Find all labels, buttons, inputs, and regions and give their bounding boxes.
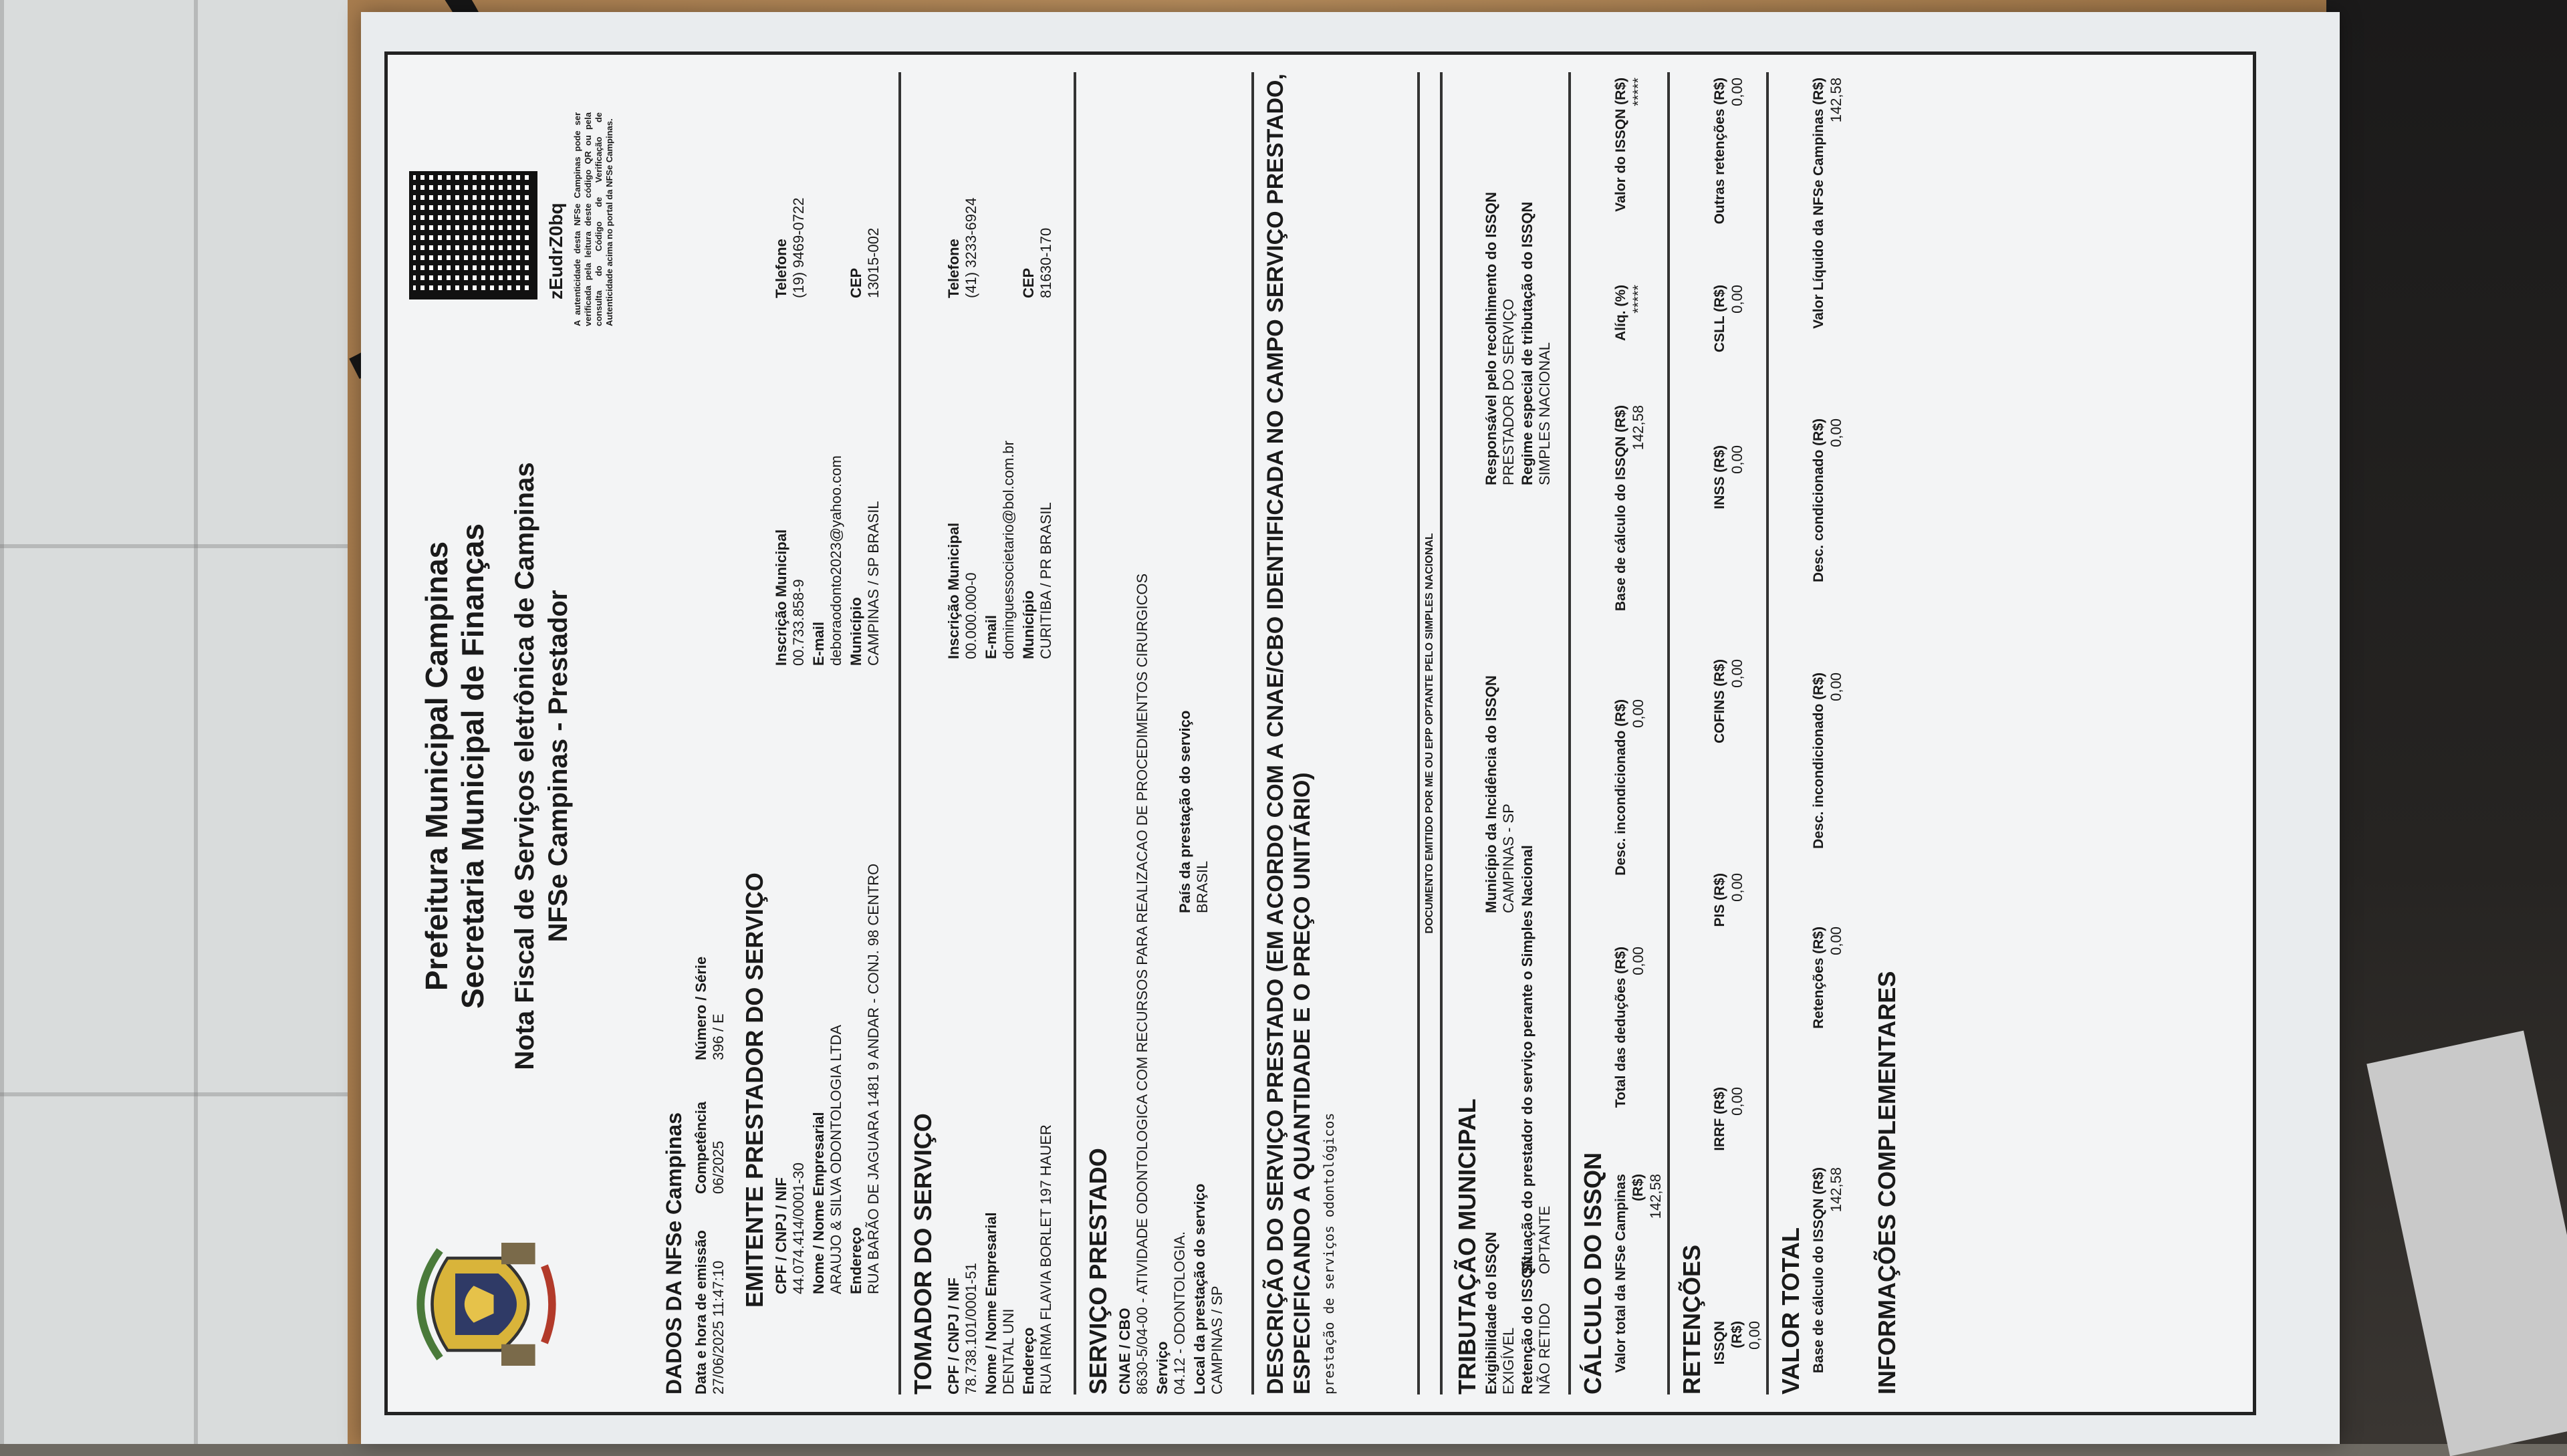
servico-value: 04.12 - ODONTOLOGIA.	[1171, 1231, 1188, 1394]
emitente-email-field	[810, 455, 845, 666]
ret-label: Retenção do ISSQN	[1519, 1256, 1536, 1394]
local-field	[1191, 1184, 1226, 1394]
numero-value: 396 / E	[710, 1013, 727, 1060]
total-label: Base de cálculo do ISSQN (R$)	[1811, 1167, 1826, 1374]
emitente-cep-value: 13015-002	[865, 227, 882, 298]
calc-value: *****	[1630, 78, 1646, 106]
calc-label: Total das deduções (R$)	[1613, 947, 1628, 1108]
tomador-cep-field	[1020, 228, 1055, 298]
pais-label: País da prestação do serviço	[1177, 710, 1193, 913]
tomador-mun-value: CURITIBA / PR BRASIL	[1037, 502, 1054, 659]
calculo-grid	[1612, 72, 1673, 1394]
calc-cell	[1612, 947, 1647, 1167]
retencoes-title: RETENÇÕES	[1678, 1244, 1705, 1394]
exig-label: Exigibilidade do ISSQN	[1483, 1231, 1499, 1394]
ret-label: ISSQN (R$)	[1712, 1321, 1745, 1365]
emitente-mun-value: CAMPINAS / SP BRASIL	[865, 501, 882, 666]
tomador-im-value: 00.000.000-0	[963, 572, 979, 659]
tributacao-title: TRIBUTAÇÃO MUNICIPAL	[1453, 1098, 1481, 1394]
tomador-nome-label: Nome / Nome Empresarial	[983, 1212, 999, 1394]
prefeitura-title: Prefeitura Municipal Campinas	[419, 541, 454, 991]
dados-section	[662, 72, 733, 1394]
emitente-im-value: 00.733.858-9	[790, 579, 807, 666]
emitente-mun-label: Município	[848, 597, 864, 666]
calculo-section	[1568, 72, 1667, 1394]
nfse-subtitle: NFSe Campinas - Prestador	[543, 590, 573, 943]
ret-value: 0,00	[1729, 1087, 1745, 1116]
calc-cell	[1612, 1174, 1665, 1394]
reg-label: Regime especial de tributação do ISSQN	[1519, 201, 1536, 485]
complementares-title: INFORMAÇÕES COMPLEMENTARES	[1873, 971, 1901, 1394]
emissao-field	[693, 1230, 727, 1394]
mun-incidencia-value: CAMPINAS - SP	[1500, 804, 1517, 913]
tomador-im-label: Inscrição Municipal	[945, 522, 962, 659]
emitente-cnpj-value: 44.074.414/0001-30	[790, 1163, 807, 1294]
tomador-end-field	[1020, 1124, 1055, 1394]
resp-label: Responsável pelo recolhimento do ISSQN	[1483, 192, 1499, 485]
pais-field	[1177, 711, 1211, 913]
tomador-end-label: Endereço	[1020, 1327, 1037, 1394]
nfse-document	[384, 51, 2256, 1415]
retencoes-grid	[1711, 72, 1771, 1394]
descricao-title: DESCRIÇÃO DO SERVIÇO PRESTADO (EM ACORDO COM A CNAE/CBO IDENTIFICADA NO CAMPO SERVIÇO PRESTADO, ESPECIFICANDO A QUANTIDADE E O PREÇO UNITÁRIO)	[1263, 74, 1315, 1394]
document-header	[401, 72, 662, 1394]
emitente-nome-value: ARAUJO & SILVA ODONTOLOGIA LTDA	[828, 1024, 844, 1294]
tomador-cep-label: CEP	[1020, 267, 1037, 298]
emitente-mun-field	[848, 501, 882, 666]
local-value: CAMPINAS / SP	[1209, 1286, 1225, 1394]
qr-code-icon	[409, 171, 537, 299]
calc-cell	[1612, 285, 1647, 392]
emitente-im-field	[773, 529, 808, 666]
total-value: 142,58	[1828, 1167, 1844, 1213]
tomador-title: TOMADOR DO SERVIÇO	[909, 1113, 937, 1394]
tomador-cnpj-label: CPF / CNPJ / NIF	[945, 1278, 962, 1394]
total-cell	[1810, 927, 1845, 1127]
emissao-value: 27/06/2025 11:47:10	[710, 1260, 727, 1394]
tomador-email-value: dominguessocietario@bol.com.br	[1000, 441, 1017, 659]
ret-label: Outras retenções (R$)	[1712, 78, 1727, 225]
emitente-tel-label: Telefone	[773, 239, 789, 298]
tomador-mun-field	[1020, 502, 1055, 659]
emitente-nome-field	[810, 1025, 845, 1294]
emitente-cnpj-label: CPF / CNPJ / NIF	[773, 1177, 789, 1294]
resp-value: PRESTADOR DO SERVIÇO	[1500, 298, 1517, 485]
ret-label: CSLL (R$)	[1712, 285, 1727, 353]
tomador-mun-label: Município	[1020, 590, 1037, 659]
numero-label: Número / Série	[693, 956, 709, 1060]
qr-note: A autenticidade desta NFSe Campinas pode ser verificada pela leitura deste código QR ou pela consulta do Código de Verificação de Autenticidade acima no portal da NFSe Campinas.	[572, 112, 614, 326]
tomador-tel-field	[945, 198, 980, 298]
emitente-title: EMITENTE PRESTADOR DO SERVIÇO	[741, 872, 768, 1308]
descricao-text: prestação de serviços odontológicos	[1321, 1112, 1337, 1394]
sit-value: OPTANTE	[1536, 1205, 1553, 1274]
total-label: Valor Líquido da NFSe Campinas (R$)	[1811, 78, 1826, 329]
servico-label: Serviço	[1154, 1341, 1171, 1394]
total-section	[1766, 72, 1865, 1394]
numero-field	[693, 957, 727, 1060]
competencia-field	[693, 1102, 727, 1194]
tomador-end-value: RUA IRMA FLAVIA BORLET 197 HAUER	[1037, 1124, 1054, 1394]
calc-cell	[1612, 405, 1647, 686]
emitente-cep-field	[848, 228, 882, 298]
tomador-im-field	[945, 523, 980, 659]
total-label: Desc. condicionado (R$)	[1811, 418, 1826, 583]
simples-note: DOCUMENTO EMITIDO POR ME OU EPP OPTANTE PELO SIMPLES NACIONAL	[1417, 72, 1443, 1394]
calc-value: 0,00	[1630, 947, 1646, 975]
calc-value: *****	[1630, 285, 1646, 314]
emitente-end-field	[848, 864, 882, 1294]
ret-cell	[1711, 78, 1746, 265]
descricao-section	[1251, 72, 1445, 1394]
ret-label: IRRF (R$)	[1712, 1087, 1727, 1151]
calc-label: Base de cálculo do ISSQN (R$)	[1613, 405, 1628, 612]
verification-code: zEudrZ0bq	[545, 203, 566, 299]
mun-incidencia-field	[1483, 675, 1517, 913]
total-cell	[1810, 418, 1845, 659]
sit-label: Situação do prestador do serviço perante o Simples Nacional	[1519, 845, 1536, 1274]
emitente-email-value: deboraodonto2023@yahoo.com	[828, 455, 844, 666]
ret-cell	[1711, 1087, 1746, 1288]
competencia-label: Competência	[693, 1101, 709, 1194]
servico-title: SERVIÇO PRESTADO	[1084, 1148, 1112, 1394]
qr-block	[409, 86, 615, 326]
ret-cell	[1711, 445, 1746, 646]
pais-value: BRASIL	[1194, 860, 1211, 913]
nfse-title: Nota Fiscal de Serviços eletrônica de Campinas	[510, 462, 539, 1070]
ret-field	[1519, 1256, 1554, 1394]
dados-title: DADOS DA NFSe Campinas	[662, 1112, 686, 1394]
resp-field	[1483, 192, 1517, 485]
mun-incidencia-label: Município da Incidência do ISSQN	[1483, 675, 1499, 913]
ret-label: INSS (R$)	[1712, 445, 1727, 509]
ret-label: COFINS (R$)	[1712, 659, 1727, 743]
tomador-cnpj-field	[945, 1263, 980, 1394]
reg-field	[1519, 202, 1554, 485]
coat-of-arms-icon	[409, 1227, 563, 1381]
secretaria-title: Secretaria Municipal de Finanças	[455, 523, 490, 1009]
header-titles	[418, 338, 575, 1194]
ret-value: 0,00	[1729, 445, 1745, 474]
ret-value: NÃO RETIDO	[1536, 1303, 1553, 1394]
tomador-email-label: E-mail	[983, 614, 999, 659]
total-value: 142,58	[1828, 78, 1844, 123]
total-cell	[1810, 1167, 1845, 1394]
calc-label: Desc. incondicionado (R$)	[1613, 699, 1628, 876]
calc-value: 142,58	[1647, 1174, 1664, 1219]
ret-label: PIS (R$)	[1712, 873, 1727, 927]
tomador-section	[898, 72, 1074, 1394]
total-cell	[1810, 78, 1845, 392]
local-label: Local da prestação do serviço	[1191, 1183, 1208, 1394]
calc-cell	[1612, 78, 1647, 265]
cnae-value: 8630-5/04-00 - ATIVIDADE ODONTOLOGICA COM RECURSOS PARA REALIZACAO DE PROCEDIMENTOS CIRURGICOS	[1134, 573, 1150, 1394]
ret-value: 0,00	[1746, 1321, 1763, 1350]
retencoes-section	[1667, 72, 1766, 1394]
ret-value: 0,00	[1729, 659, 1745, 688]
calc-label: Valor do ISSQN (R$)	[1613, 78, 1628, 212]
emitente-tel-value: (19) 9469-0722	[790, 197, 807, 298]
reg-value: SIMPLES NACIONAL	[1536, 342, 1553, 485]
tomador-tel-value: (41) 3233-6924	[963, 197, 979, 298]
tomador-nome-field	[983, 1212, 1017, 1394]
emitente-email-label: E-mail	[810, 621, 827, 666]
tomador-cep-value: 81630-170	[1037, 227, 1054, 298]
ret-value: 0,00	[1729, 873, 1745, 902]
tomador-nome-value: DENTAL UNI	[1000, 1308, 1017, 1394]
ret-value: 0,00	[1729, 285, 1745, 314]
competencia-value: 06/2025	[710, 1140, 727, 1194]
cnae-field	[1116, 574, 1151, 1394]
emitente-nome-label: Nome / Nome Empresarial	[810, 1112, 827, 1294]
calc-label: Valor total da NFSe Campinas (R$)	[1613, 1174, 1646, 1373]
emitente-end-label: Endereço	[848, 1227, 864, 1294]
cnae-label: CNAE / CBO	[1116, 1308, 1133, 1394]
ret-cell	[1711, 285, 1746, 432]
total-label: Desc. incondicionado (R$)	[1811, 673, 1826, 849]
calc-value: 142,58	[1630, 405, 1646, 451]
calculo-title: CÁLCULO DO ISSQN	[1579, 1152, 1606, 1394]
total-title: VALOR TOTAL	[1777, 1227, 1804, 1394]
emissao-label: Data e hora de emissão	[693, 1230, 709, 1394]
emitente-im-label: Inscrição Municipal	[773, 529, 789, 666]
total-label: Retenções (R$)	[1811, 927, 1826, 1029]
ret-cell	[1711, 873, 1746, 1074]
exig-field	[1483, 1232, 1517, 1394]
ret-value: 0,00	[1729, 78, 1745, 106]
total-value: 0,00	[1828, 673, 1844, 701]
sit-field	[1519, 845, 1554, 1274]
tributacao-section	[1445, 72, 1551, 1394]
total-cell	[1810, 673, 1845, 913]
tomador-tel-label: Telefone	[945, 239, 962, 298]
servico-section	[1074, 72, 1251, 1394]
calc-value: 0,00	[1630, 699, 1646, 728]
total-value: 0,00	[1828, 927, 1844, 955]
emitente-cnpj-field	[773, 1163, 808, 1294]
emitente-end-value: RUA BARÃO DE JAGUARA 1481 9 ANDAR - CONJ. 98 CENTRO	[865, 863, 882, 1294]
servico-field	[1154, 1231, 1189, 1394]
emitente-cep-label: CEP	[848, 267, 864, 298]
total-grid	[1810, 72, 1870, 1394]
tomador-email-field	[983, 441, 1017, 659]
ret-cell	[1711, 1321, 1763, 1394]
tomador-cnpj-value: 78.738.101/0001-51	[963, 1263, 979, 1394]
emitente-tel-field	[773, 198, 808, 298]
total-value: 0,00	[1828, 418, 1844, 447]
ret-cell	[1711, 659, 1746, 860]
complementares-section	[1865, 72, 1923, 1394]
emitente-section	[733, 72, 898, 1394]
exig-value: EXIGÍVEL	[1500, 1327, 1517, 1394]
calc-label: Alíq. (%)	[1613, 285, 1628, 341]
calc-cell	[1612, 699, 1647, 927]
